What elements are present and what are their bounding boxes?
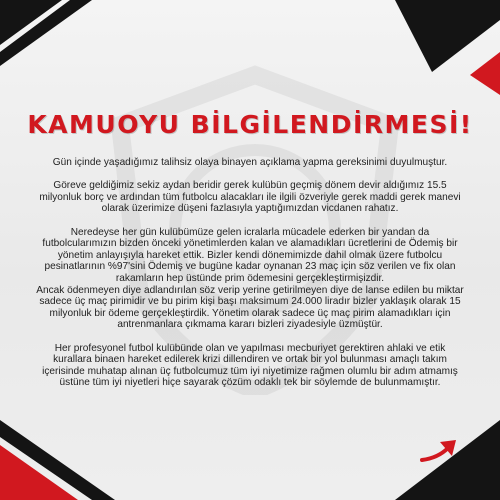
paragraph: Göreve geldiğimiz sekiz aydan beridir gerek kulübün geçmiş dönem devir aldığımız 15.5 milyonluk borç ve ardından tüm futbolcu alacakları ile ilgili özveriyle gerek maddi gerek manevi olarak üzerimize düşeni fazlasıyla yaptığımızdan vicdanen rahatız. xyxy=(39,180,461,215)
paragraph: Neredeyse her gün kulübümüze gelen icralarla mücadele ederken bir yandan da futbolcularımızın bizden önceki yönetimlerden kalan ve alamadıkları ücretlerini de Ödemiş bir yönetim anlayışıyla hareket ettik. Bizler kendi dönemimizde dahil olmak üzere futbolcu pesinatlarının %97'sini Ödemiş ve bugüne kadar oynanan 23 maç için söz verilen ve fix olan rakamların hep üstünde prim ödemesini gerçekleştirmişizdir. Ancak ödenmeyen diye adlandırılan söz verip yerine getirilmeyen diye de lanse edilen bu miktar sadece üç maç pirimidir ve bu pirim kişi başı maksimum 24.000 liradır bizler yaklaşık olarak 15 milyonluk bir ödeme gerçekleştirdik. Yönetim olarak sadece üç maç pirim alamadıkları için antrenmanlara çıkmama kararı bizleri ziyadesiyle üzmüştür. xyxy=(36,226,464,331)
announcement-body xyxy=(22,157,478,400)
page-title: KAMUOYU BİLGİLENDİRMESİ! xyxy=(27,110,473,139)
paragraph: Gün içinde yaşadığımız talihsiz olaya binayen açıklama yapma gereksinimi duyulmuştur. xyxy=(52,157,448,168)
paragraph: Her profesyonel futbol kulübünde olan ve yapılması mecburiyet gerektiren ahlaki ve etik kurallara binaen hareket edilerek krizi dillendiren ve ortak bir yol bulunması amaçlı takım içerisinde muhatap alınan üç futbolcumuz tüm iyi niyetimize rağmen olumlu bir adım atmamış üstüne tüm iyi niyetleri hiçe sayarak çözüm odaklı tek bir söylemde de bulunmamıştır. xyxy=(42,342,458,389)
next-arrow-icon[interactable] xyxy=(418,436,462,466)
